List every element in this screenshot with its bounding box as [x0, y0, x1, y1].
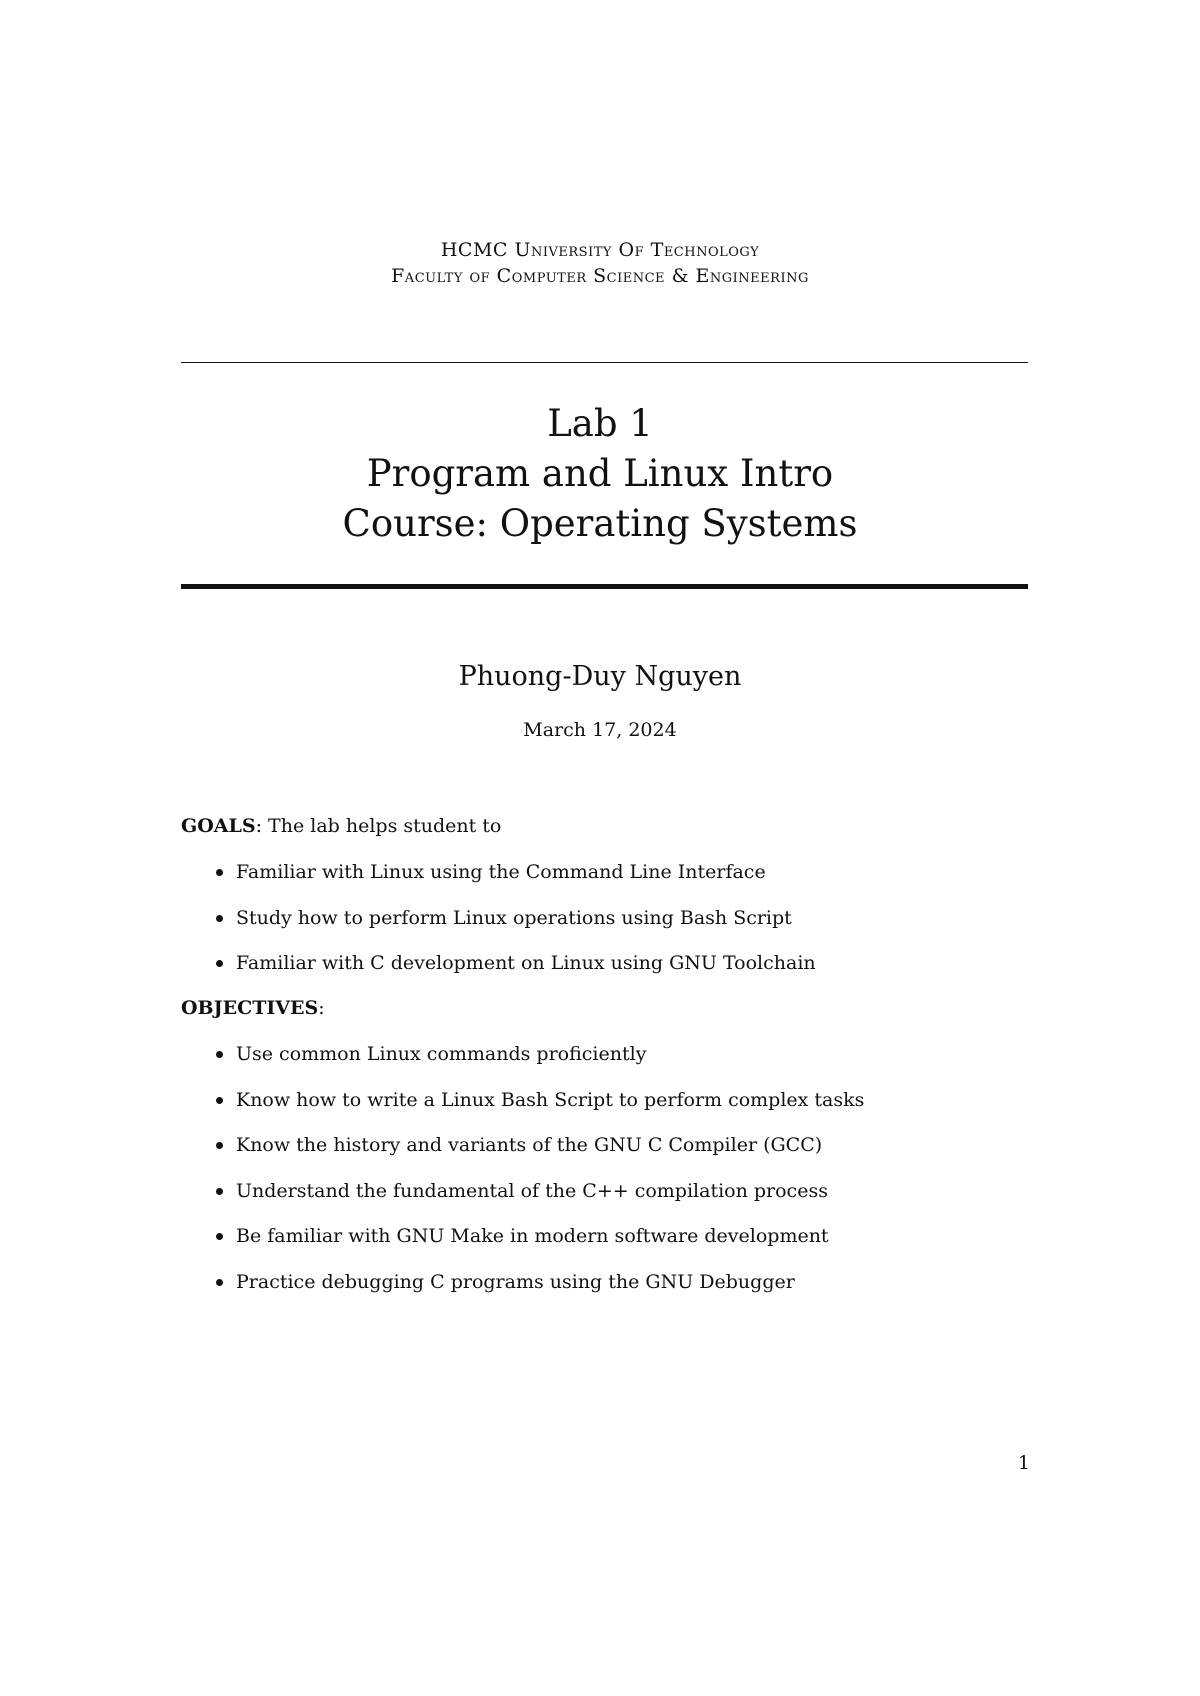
objectives-heading [181, 995, 325, 1021]
author-name: Phuong-Duy Nguyen [458, 661, 742, 692]
title-top-rule [181, 362, 1028, 363]
course-title: Course: Operating Systems [342, 502, 858, 545]
lab-topic-title: Program and Linux Intro [366, 452, 834, 495]
objectives-list-item: Know the history and variants of the GNU C Compiler (GCC) [236, 1134, 823, 1156]
objectives-list-item: Be familiar with GNU Make in modern software development [236, 1225, 829, 1247]
goals-label: GOALS [181, 815, 256, 837]
objectives-list-item: Practice debugging C programs using the GNU Debugger [236, 1271, 795, 1293]
bullet-dot-icon [216, 1279, 223, 1286]
goals-list-item: Familiar with Linux using the Command Line Interface [236, 861, 766, 883]
objectives-suffix: : [318, 997, 325, 1019]
objectives-label: OBJECTIVES [181, 997, 319, 1019]
objectives-list-item: Use common Linux commands proficiently [236, 1043, 647, 1065]
goals-heading [181, 813, 501, 839]
bullet-dot-icon [216, 869, 223, 876]
bullet-dot-icon [216, 1233, 223, 1240]
page-number: 1 [1017, 1452, 1030, 1474]
lab-number-title: Lab 1 [547, 402, 653, 445]
bullet-dot-icon [216, 1188, 223, 1195]
bullet-dot-icon [216, 960, 223, 967]
objectives-list-item: Understand the fundamental of the C++ compilation process [236, 1180, 828, 1202]
bullet-dot-icon [216, 1097, 223, 1104]
bullet-dot-icon [216, 1051, 223, 1058]
university-name: HCMC University Of Technology [440, 239, 760, 261]
bullet-dot-icon [216, 915, 223, 922]
title-bottom-rule [181, 584, 1028, 589]
goals-list-item: Familiar with C development on Linux using GNU Toolchain [236, 952, 816, 974]
document-date: March 17, 2024 [523, 719, 677, 741]
objectives-list-item: Know how to write a Linux Bash Script to perform complex tasks [236, 1089, 865, 1111]
goals-intro: : The lab helps student to [255, 815, 502, 837]
goals-list-item: Study how to perform Linux operations using Bash Script [236, 907, 792, 929]
bullet-dot-icon [216, 1142, 223, 1149]
faculty-name: Faculty of Computer Science & Engineering [391, 265, 809, 287]
